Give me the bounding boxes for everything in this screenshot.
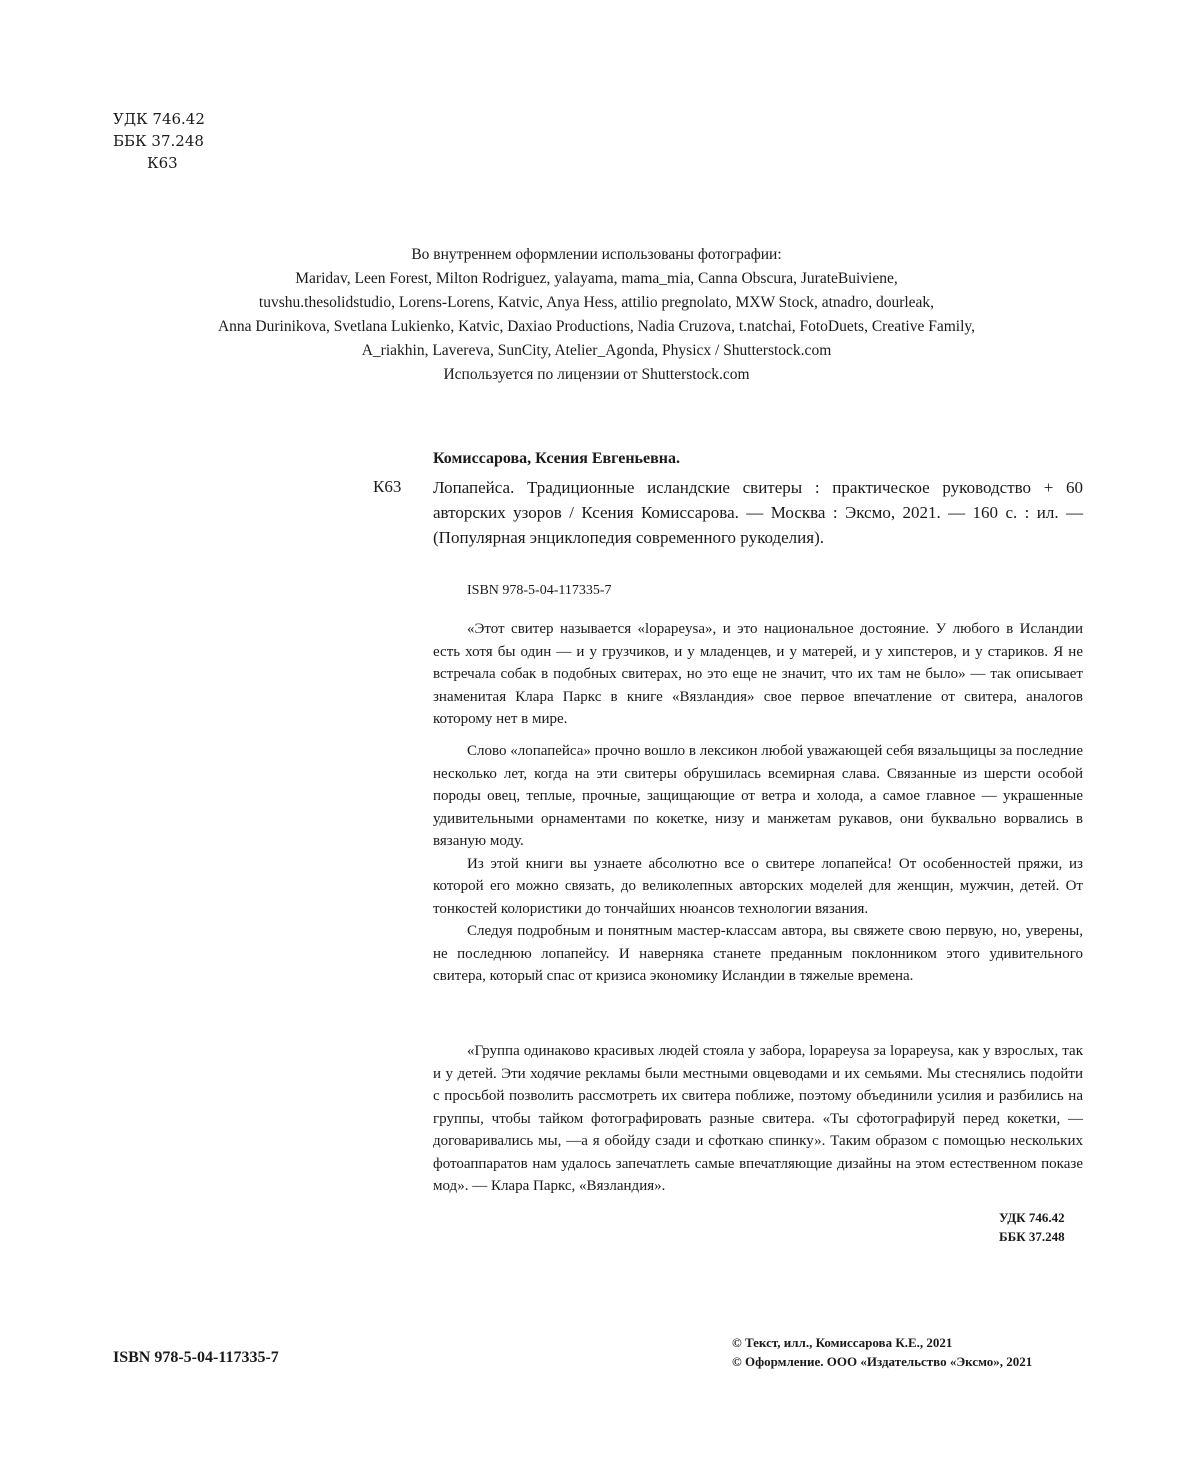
annotation-paragraph: Следуя подробным и понятным мастер-классам автора, вы свяжете свою первую, но, уверены, не последнюю лопапейсу. И наверняка станете преданным поклонником этого удивительного свитера, который спас от кризиса экономику Исландии в тяжелые времена.	[433, 923, 1083, 984]
annotation-paragraph: Слово «лопапейса» прочно вошло в лексикон любой уважающей себя вязальщицы за последние несколько лет, когда на эти свитеры обрушилась всемирная слава. Связанные из шерсти особой породы овец, теплые, прочные, защищающие от ветра и холода, а самое главное — украшенные удивительными орнаментами по кокетке, низу и манжетам рукавов, они буквально ворвались в вязаную моду.	[433, 743, 1083, 849]
photo-credits-line: tuvshu.thesolidstudio, Lorens-Lorens, Katvic, Anya Hess, attilio pregnolato, MXW Stock, atnadro, dourleak,	[258, 294, 935, 311]
author-name: Комиссарова, Ксения Евгеньевна.	[433, 450, 680, 467]
bibliography-author-mark: К63	[373, 477, 402, 496]
udk-block-right	[999, 1208, 1065, 1246]
annotation-paragraph: Из этой книги вы узнаете абсолютно все о свитере лопапейса! От особенностей пряжи, из которой его можно связать, до великолепных авторских моделей для женщин, мужчин, детей. От тонкостей колористики до тончайших нюансов технологии вязания.	[433, 855, 1083, 917]
udk-code-right: УДК 746.42	[999, 1210, 1065, 1225]
isbn-inline: ISBN 978-5-04-117335-7	[467, 583, 612, 598]
license-note: Используется по лицензии от Shutterstock.com	[443, 366, 750, 383]
author-mark: К63	[147, 154, 178, 172]
bbk-code-right: ББК 37.248	[999, 1229, 1065, 1244]
bbk-code: ББК 37.248	[113, 132, 204, 150]
photo-credits-line: Anna Durinikova, Svetlana Lukienko, Katvic, Daxiao Productions, Nadia Cruzova, t.natchai, FotoDuets, Creative Family,	[217, 318, 976, 335]
photo-credits-heading: Во внутреннем оформлении использованы фотографии:	[411, 246, 782, 263]
annotation-body	[433, 740, 1083, 988]
quote-paragraph: «Этот свитер называется «lopapeysa», и это национальное достояние. У любого в Исландии есть хотя бы один — и у грузчиков, и у младенцев, и у матерей, и у хипстеров, и у стариков. Я не встречала собак в подобных свитерах, но это еще не значит, что их там не было» — так описывает знаменитая Клара Паркс в книге «Вязландия» свое первое впечатление от свитера, аналогов которому нет в мире.	[433, 621, 1083, 727]
quote-paragraph: «Группа одинаково красивых людей стояла у забора, lopapeysa за lopapeysa, как у взрослых, так и у детей. Эти ходячие рекламы были местными овцеводами и их семьями. Мы стеснялись подойти с просьбой позволить рассмотреть их свитера поближе, поэтому объединили усилия и разбились на группы, чтобы тайком фотографировать разные свитера. «Ты сфотографируй перед кокетки, — договаривались мы, —а я обойду сзади и сфоткаю спинку». Таким образом с помощью нескольких фотоаппаратов нам удалось запечатлеть самые впечатляющие дизайны на этом естественном показе мод». — Клара Паркс, «Вязландия».	[433, 1043, 1083, 1194]
udk-code: УДК 746.42	[113, 110, 205, 128]
udk-block-top	[113, 108, 205, 174]
photo-credits-line: Maridav, Leen Forest, Milton Rodriguez, yalayama, mama_mia, Canna Obscura, JurateBuiviene,	[295, 270, 898, 287]
copyright-text-line: © Текст, илл., Комиссарова К.Е., 2021	[732, 1335, 953, 1350]
isbn-footer: ISBN 978-5-04-117335-7	[113, 1349, 279, 1366]
bibliographic-description: Лопапейса. Традиционные исландские свитеры : практическое руководство + 60 авторских узоров / Ксения Комиссарова. — Москва : Эксмо, 2021. — 160 с. : ил. — (Популярная энциклопедия современного рукоделия).	[433, 478, 1083, 547]
photo-credits-line: A_riakhin, Lavereva, SunCity, Atelier_Agonda, Physicx / Shutterstock.com	[361, 342, 832, 359]
annotation-quote-1	[433, 618, 1083, 731]
copyright-design-line: © Оформление. ООО «Издательство «Эксмо», 2021	[732, 1354, 1033, 1369]
annotation-quote-2	[433, 1040, 1083, 1198]
photo-credits	[60, 243, 1133, 387]
copyright-block	[732, 1333, 1032, 1371]
